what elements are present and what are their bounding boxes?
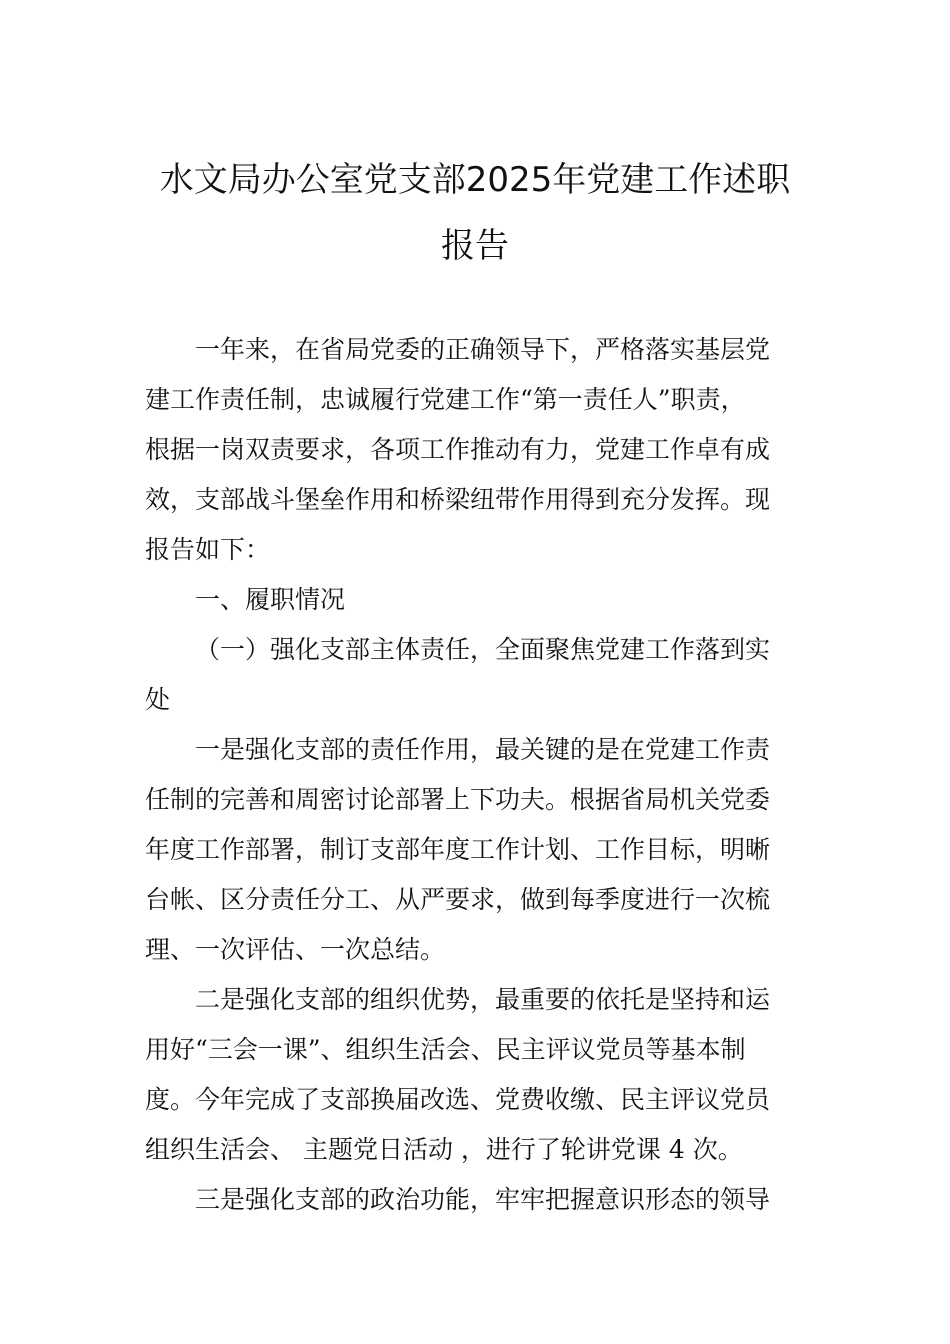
body-line-1: 一年来，在省局党委的正确领导下，严格落实基层党 xyxy=(195,335,771,364)
subsection-heading-1-cont: 处 xyxy=(145,685,171,714)
body-line-14: 组织生活会、 主题党日活动 ，进行了轮讲党课 4 次。 xyxy=(145,1135,743,1164)
body-line-2: 建工作责任制，忠诚履行党建工作“第一责任人”职责， xyxy=(145,385,746,414)
body-line-3: 根据一岗双责要求，各项工作推动有力，党建工作卓有成 xyxy=(145,435,771,464)
body-line-7: 任制的完善和周密讨论部署上下功夫。根据省局机关党委 xyxy=(145,785,771,814)
body-line-11: 二是强化支部的组织优势，最重要的依托是坚持和运 xyxy=(195,985,771,1014)
body-line-13: 度。今年完成了支部换届改选、党费收缴、民主评议党员 xyxy=(145,1085,771,1114)
body-line-6: 一是强化支部的责任作用，最关键的是在党建工作责 xyxy=(195,735,771,764)
body-line-9: 台帐、区分责任分工、从严要求，做到每季度进行一次梳 xyxy=(145,885,771,914)
body-line-4: 效，支部战斗堡垒作用和桥梁纽带作用得到充分发挥。现 xyxy=(145,485,771,514)
body-line-8: 年度工作部署，制订支部年度工作计划、工作目标，明晰 xyxy=(145,835,771,864)
document-title-line-2: 报告 xyxy=(441,226,509,266)
document-title-line-1: 水文局办公室党支部2025年党建工作述职 xyxy=(159,160,791,200)
body-line-15: 三是强化支部的政治功能，牢牢把握意识形态的领导 xyxy=(195,1185,771,1214)
section-heading-1: 一、履职情况 xyxy=(195,585,346,614)
body-line-12: 用好“三会一课”、组织生活会、民主评议党员等基本制 xyxy=(145,1035,746,1064)
body-line-5: 报告如下： xyxy=(145,535,271,564)
subsection-heading-1: （一）强化支部主体责任，全面聚焦党建工作落到实 xyxy=(195,635,771,664)
body-line-10: 理、一次评估、一次总结。 xyxy=(145,935,446,964)
